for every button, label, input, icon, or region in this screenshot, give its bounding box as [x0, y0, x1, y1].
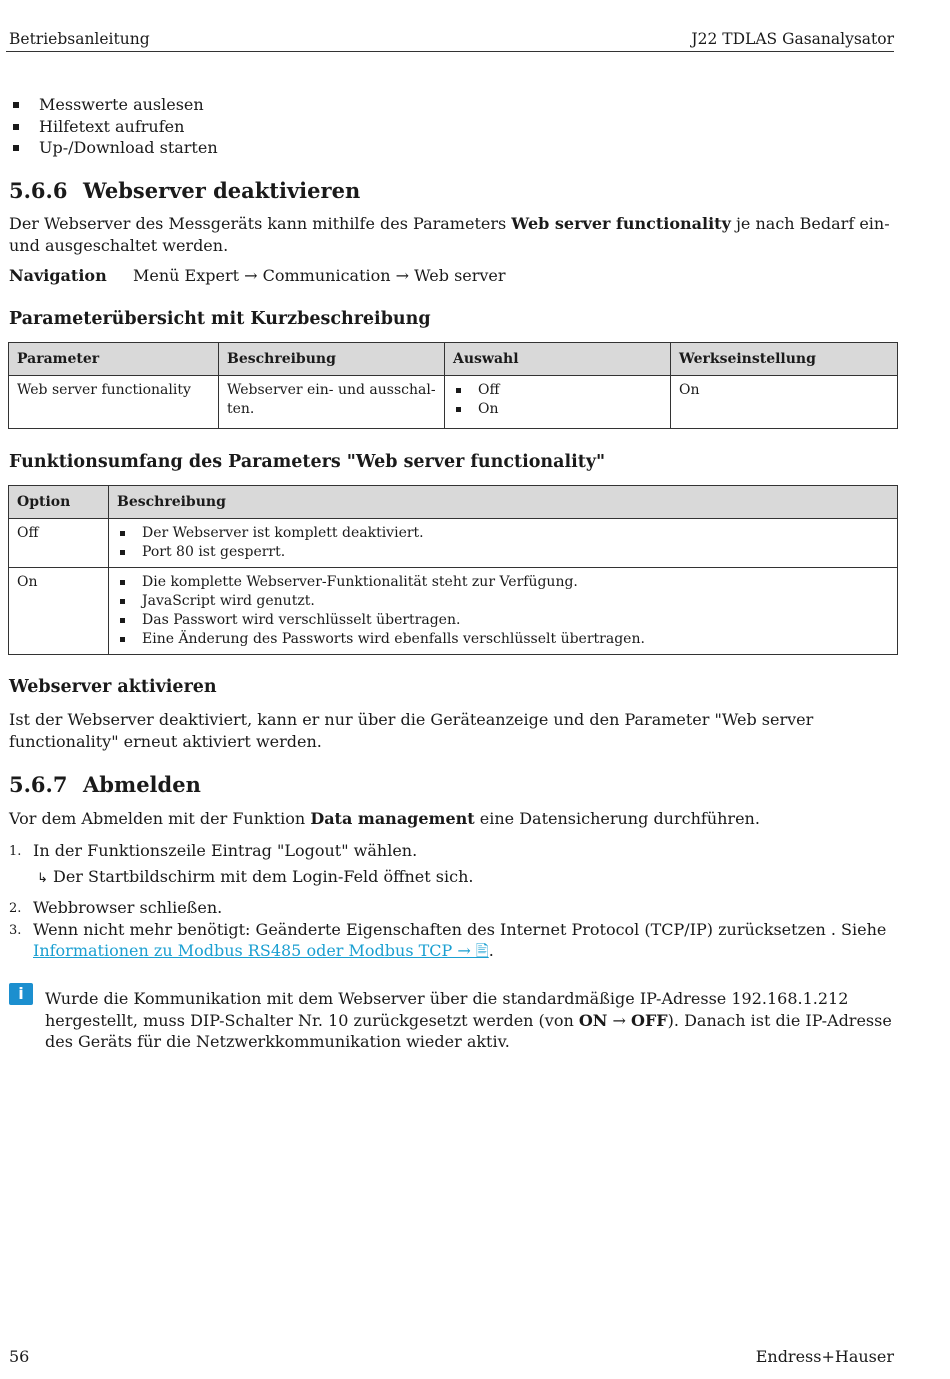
option-scope-table: [8, 485, 898, 655]
overview-heading: Parameterübersicht mit Kurzbeschreibung: [9, 309, 431, 329]
logout-steps: [9, 840, 894, 962]
section-number: 5.6.6: [9, 178, 68, 203]
function-name: Data management: [310, 809, 475, 828]
list-item: On: [453, 400, 662, 419]
function-list: [9, 94, 218, 159]
column-header: Beschreibung: [109, 486, 898, 519]
navigation-label: Navigation: [9, 266, 107, 285]
cell-option: On: [9, 568, 109, 655]
section-title: Abmelden: [83, 772, 201, 797]
parameter-overview-table: [8, 342, 898, 429]
table-header-row: [9, 486, 898, 519]
list-item: Eine Änderung des Passworts wird ebenfalls verschlüsselt übertragen.: [117, 630, 889, 649]
header-divider: [6, 51, 894, 52]
column-header: Auswahl: [445, 343, 671, 376]
column-header: Beschreibung: [219, 343, 445, 376]
section-title: Webserver deaktivieren: [83, 178, 361, 203]
column-header: Option: [9, 486, 109, 519]
step-number: 1.: [9, 844, 22, 859]
step-item: [9, 897, 894, 919]
cell-options: [445, 376, 671, 429]
result-arrow-icon: ↳: [37, 870, 48, 886]
cell-description: Webserver ein- und ausschal-ten.: [219, 376, 445, 429]
section-intro: Vor dem Abmelden mit der Funktion Data management eine Datensicherung durchführen.: [9, 809, 760, 828]
section-number: 5.6.7: [9, 772, 68, 797]
section-intro: Der Webserver des Messgeräts kann mithilfe des Parameters Web server functionality je nach Bedarf ein- und ausgeschaltet werden.: [9, 214, 890, 255]
list-item: Hilfetext aufrufen: [9, 116, 218, 138]
activate-text: Ist der Webserver deaktiviert, kann er nur über die Geräteanzeige und den Parameter "Web server functionality" erneut aktiviert werden.: [9, 710, 814, 751]
parameter-name: Web server functionality: [511, 214, 731, 233]
column-header: Werkseinstellung: [671, 343, 898, 376]
step-result: ↳ Der Startbildschirm mit dem Login-Feld öffnet sich.: [37, 866, 474, 886]
cell-option: Off: [9, 519, 109, 568]
activate-heading: Webserver aktivieren: [9, 677, 217, 697]
info-icon: i: [9, 983, 33, 1005]
cell-description: [109, 568, 898, 655]
cell-parameter: Web server functionality: [9, 376, 219, 429]
list-item: Up-/Download starten: [9, 137, 218, 159]
step-text: Wenn nicht mehr benötigt: Geänderte Eigenschaften des Internet Protocol (TCP/IP) zurücksetzen . Siehe: [33, 919, 887, 939]
list-item: Off: [453, 381, 662, 400]
step-item: [9, 840, 894, 889]
table-row: [9, 376, 898, 429]
info-note: Wurde die Kommunikation mit dem Webserver über die standardmäßige IP-Adresse 192.168.1.212 hergestellt, muss DIP-Schalter Nr. 10 zurückgesetzt werden (von ON → OFF). Danach ist die IP-Adresse des Geräts für die Netzwerkkommunikation wieder aktiv.: [45, 989, 892, 1051]
list-item: Der Webserver ist komplett deaktiviert.: [117, 524, 889, 543]
section-heading-webserver-deactivate: [9, 178, 360, 203]
list-item: Das Passwort wird verschlüsselt übertragen.: [117, 611, 889, 630]
step-item: 3. Wenn nicht mehr benötigt: Geänderte Eigenschaften des Internet Protocol (TCP/IP) zurücksetzen . Siehe Informationen zu Modbus RS485 oder Modbus TCP → 🖹.: [9, 919, 887, 960]
modbus-info-link[interactable]: Informationen zu Modbus RS485 oder Modbus TCP → 🖹: [33, 941, 489, 960]
list-item: Port 80 ist gesperrt.: [117, 543, 889, 562]
scope-heading: Funktionsumfang des Parameters "Web server functionality": [9, 452, 606, 472]
column-header: Parameter: [9, 343, 219, 376]
header-doc-type: Betriebsanleitung: [9, 30, 150, 48]
section-heading-logout: [9, 772, 201, 797]
table-row: [9, 568, 898, 655]
table-row: [9, 519, 898, 568]
step-number: 3.: [9, 922, 22, 938]
brand-name: Endress+Hauser: [755, 1347, 894, 1366]
step-number: 2.: [9, 901, 22, 916]
navigation-path: Menü Expert → Communication → Web server: [133, 266, 506, 285]
cell-description: [109, 519, 898, 568]
list-item: Die komplette Webserver-Funktionalität steht zur Verfügung.: [117, 573, 889, 592]
cell-default: On: [671, 376, 898, 429]
page-number: 56: [9, 1347, 30, 1366]
step-text: In der Funktionszeile Eintrag "Logout" wählen.: [33, 841, 418, 860]
header-product-name: J22 TDLAS Gasanalysator: [691, 30, 894, 48]
list-item: Messwerte auslesen: [9, 94, 218, 116]
table-header-row: [9, 343, 898, 376]
list-item: JavaScript wird genutzt.: [117, 592, 889, 611]
step-text: Webbrowser schließen.: [33, 898, 223, 917]
